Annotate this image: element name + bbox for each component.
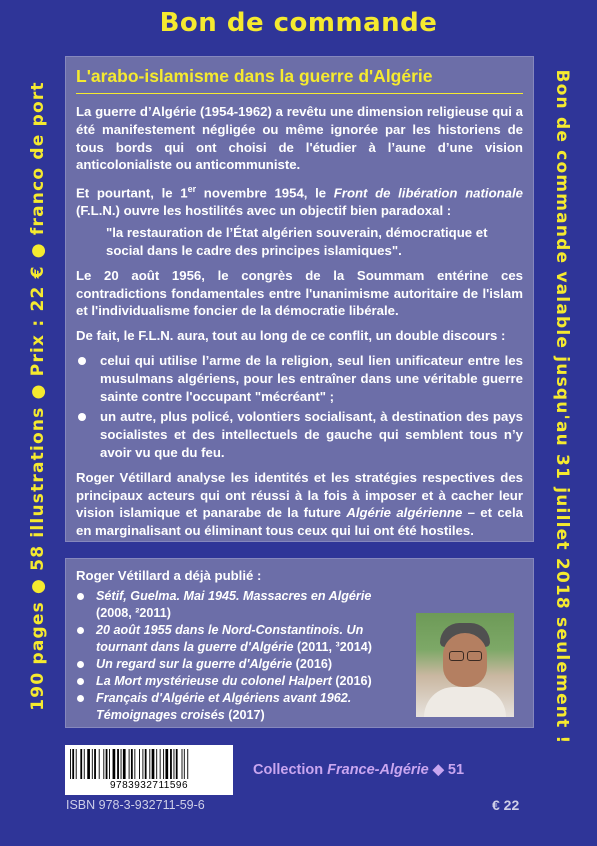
bullet-icon <box>77 695 84 702</box>
bullet-icon <box>77 678 84 685</box>
description-panel <box>65 56 534 542</box>
paragraph-intro: La guerre d’Algérie (1954-1962) a revêtu une dimension religieuse qui a été manifestement négligée ou même ignorée par les historiens de tous bords qui ont choisi de l'étudier à l’aune d’une vision anticolonialiste ou anticommuniste. <box>76 104 523 173</box>
paragraph-fln: Et pourtant, le 1er novembre 1954, le Front de libération nationale (F.L.N.) ouvre les hostilités avec un objectif bien paradoxal : <box>76 184 524 219</box>
list-item: Sétif, Guelma. Mai 1945. Massacres en Algérie (2008, ²2011) <box>76 588 406 622</box>
book-title: L'arabo-islamisme dans la guerre d'Algérie <box>76 66 523 94</box>
list-item: un autre, plus policé, volontiers socialisant, à destination des pays socialistes et des intellectuels de gauche qui semblent tous n’y avoir vu que du feu. <box>76 408 523 461</box>
paragraph-analysis: Roger Vétillard analyse les identités et les stratégies respectives des principaux acteurs qui ont réussi à la fois à imposer et à cacher leur vision islamique et panarabe de la future Algérie algérienne – et cela en marginalisant ou éliminant tous ceux qui lui ont été hostiles. <box>76 469 524 539</box>
bullet-icon <box>77 661 84 668</box>
side-info-left: 190 pages ● 58 illustrations ● Prix : 22 € ● franco de port <box>28 81 48 711</box>
publications-heading: Roger Vétillard a déjà publié : <box>76 568 262 583</box>
price-label: € 22 <box>492 797 520 813</box>
list-item: 20 août 1955 dans le Nord-Constantinois. Un tournant dans la guerre d'Algérie (2011, ³2014) <box>76 622 406 656</box>
bullet-icon <box>77 593 84 600</box>
discourse-list <box>76 352 523 462</box>
barcode-bars <box>70 749 228 779</box>
list-item: Français d'Algérie et Algériens avant 1962. Témoignages croisés (2017) <box>76 690 406 724</box>
list-item: celui qui utilise l’arme de la religion, seul lien unificateur entre les musulmans algériens, pour les entraîner dans une véritable guerre sainte contre l'occupant "mécréant" ; <box>76 352 523 405</box>
bullet-icon <box>78 357 86 365</box>
quote: "la restauration de l’État algérien souverain, démocratique et social dans le cadre des principes islamiques". <box>106 225 488 258</box>
list-item: Un regard sur la guerre d'Algérie (2016) <box>76 656 406 673</box>
paragraph-double-discours: De fait, le F.L.N. aura, tout au long de ce conflit, un double discours : <box>76 328 506 344</box>
paragraph-soummam: Le 20 août 1956, le congrès de la Soummam entérine ces contradictions fondamentales entre l'unanimisme autoritaire de l'islam et l'individualisme foncier de la démocratie libérale. <box>76 267 523 319</box>
side-info-right: Bon de commande valable jusqu'au 31 juillet 2018 seulement ! <box>552 69 572 745</box>
publications-panel <box>65 558 534 728</box>
page-title: Bon de commande <box>159 8 438 38</box>
list-item: La Mort mystérieuse du colonel Halpert (2016) <box>76 673 406 690</box>
bullet-icon <box>77 627 84 634</box>
publications-list <box>76 588 406 724</box>
isbn-label: ISBN 978-3-932711-59-6 <box>66 798 205 812</box>
barcode <box>65 745 233 795</box>
barcode-digits: 9783932711596 <box>109 780 189 791</box>
author-photo <box>416 613 514 717</box>
bullet-icon <box>78 413 86 421</box>
collection-label: Collection France-Algérie ◆ 51 <box>253 762 465 778</box>
